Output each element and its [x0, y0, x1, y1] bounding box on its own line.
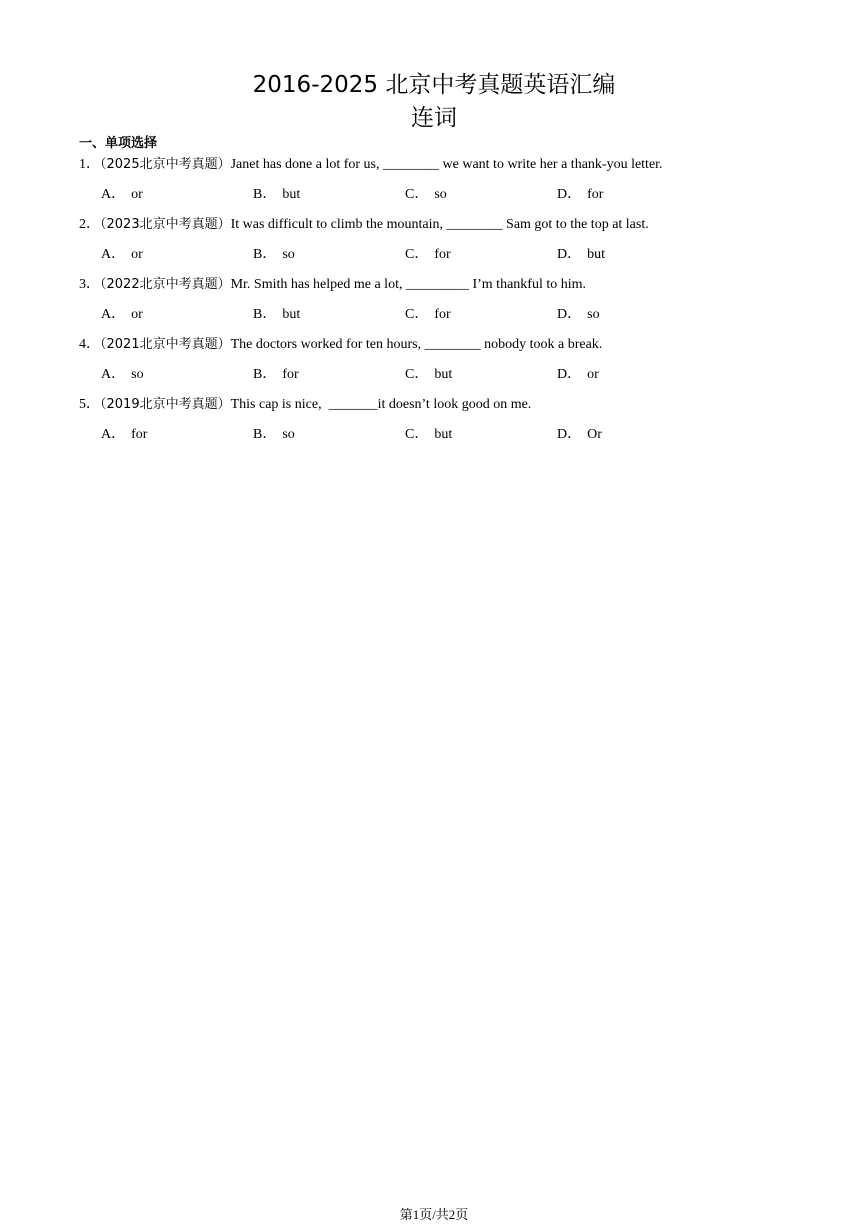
question-list [79, 154, 779, 454]
option-text: for [587, 187, 604, 202]
question-text-after: I’m thankful to him. [468, 277, 587, 292]
question-text-before: Mr. Smith has helped me a lot, [230, 277, 406, 292]
option-letter: C． [405, 427, 429, 442]
answer-option [101, 184, 253, 214]
answer-blank: _______ [328, 397, 378, 412]
option-text: but [434, 367, 453, 382]
question-number: 3． [79, 277, 100, 292]
answer-option [101, 364, 253, 394]
answer-option [253, 424, 405, 454]
answer-option [405, 424, 557, 454]
answer-option [253, 364, 405, 394]
option-text: for [434, 307, 451, 322]
question-text-after: it doesn’t look good on me. [377, 397, 532, 412]
question-source: （2019北京中考真题） [100, 397, 231, 412]
question-item [79, 214, 779, 274]
option-letter: D． [557, 427, 582, 442]
option-letter: B． [253, 307, 277, 322]
option-letter: A． [101, 187, 126, 202]
option-row [79, 424, 779, 454]
answer-option [557, 364, 709, 394]
question-item [79, 274, 779, 334]
option-letter: C． [405, 367, 429, 382]
option-letter: B． [253, 427, 277, 442]
option-text: so [434, 187, 447, 202]
question-item [79, 154, 779, 214]
question-stem [79, 214, 779, 244]
option-letter: D． [557, 367, 582, 382]
option-letter: C． [405, 307, 429, 322]
answer-blank: ________ [383, 157, 440, 172]
option-row [79, 364, 779, 394]
question-item [79, 334, 779, 394]
question-stem [79, 154, 779, 184]
question-number: 4． [79, 337, 100, 352]
question-text-after: nobody took a break. [480, 337, 603, 352]
option-text: for [434, 247, 451, 262]
option-text: so [282, 247, 295, 262]
option-letter: B． [253, 367, 277, 382]
section-heading: 一、单项选择 [79, 136, 158, 151]
option-text: but [587, 247, 606, 262]
option-letter: B． [253, 187, 277, 202]
question-text-before: The doctors worked for ten hours, [230, 337, 425, 352]
answer-option [101, 244, 253, 274]
option-text: for [131, 427, 148, 442]
answer-option [405, 184, 557, 214]
page-footer: 第1页/共2页 [399, 1207, 469, 1222]
answer-option [253, 244, 405, 274]
option-text: or [131, 247, 143, 262]
option-text: for [282, 367, 299, 382]
question-stem [79, 394, 779, 424]
answer-option [557, 244, 709, 274]
option-text: or [131, 307, 143, 322]
option-letter: C． [405, 187, 429, 202]
option-text: or [587, 367, 599, 382]
question-number: 2． [79, 217, 100, 232]
answer-option [405, 364, 557, 394]
option-text: so [282, 427, 295, 442]
question-item [79, 394, 779, 454]
option-text: but [282, 307, 301, 322]
option-row [79, 244, 779, 274]
answer-blank: ________ [424, 337, 481, 352]
question-text-before: Janet has done a lot for us, [230, 157, 384, 172]
answer-blank: ________ [446, 217, 503, 232]
answer-option [101, 304, 253, 334]
answer-option [101, 424, 253, 454]
question-text-before: It was difficult to climb the mountain, [230, 217, 447, 232]
option-text: but [434, 427, 453, 442]
answer-option [557, 424, 709, 454]
question-number: 1． [79, 157, 100, 172]
option-row [79, 304, 779, 334]
answer-option [253, 184, 405, 214]
question-source: （2021北京中考真题） [100, 337, 231, 352]
question-source: （2025北京中考真题） [100, 157, 231, 172]
answer-option [557, 304, 709, 334]
option-text: so [587, 307, 600, 322]
option-row [79, 184, 779, 214]
answer-option [253, 304, 405, 334]
option-letter: C． [405, 247, 429, 262]
option-text: so [131, 367, 144, 382]
option-letter: A． [101, 247, 126, 262]
answer-blank: _________ [405, 277, 469, 292]
option-letter: A． [101, 307, 126, 322]
question-source: （2022北京中考真题） [100, 277, 231, 292]
option-letter: D． [557, 187, 582, 202]
question-text-before: This cap is nice, [230, 397, 329, 412]
question-stem [79, 334, 779, 364]
option-text: or [131, 187, 143, 202]
answer-option [405, 244, 557, 274]
question-number: 5． [79, 397, 100, 412]
option-text: but [282, 187, 301, 202]
question-stem [79, 274, 779, 304]
option-letter: D． [557, 307, 582, 322]
option-text: Or [587, 427, 602, 442]
answer-option [405, 304, 557, 334]
option-letter: A． [101, 427, 126, 442]
option-letter: D． [557, 247, 582, 262]
option-letter: A． [101, 367, 126, 382]
question-text-after: we want to write her a thank-you letter. [439, 157, 663, 172]
question-source: （2023北京中考真题） [100, 217, 231, 232]
page-subtitle: 连词 [411, 105, 457, 131]
option-letter: B． [253, 247, 277, 262]
answer-option [557, 184, 709, 214]
page-title: 2016-2025 北京中考真题英语汇编 [252, 72, 616, 98]
question-text-after: Sam got to the top at last. [502, 217, 649, 232]
